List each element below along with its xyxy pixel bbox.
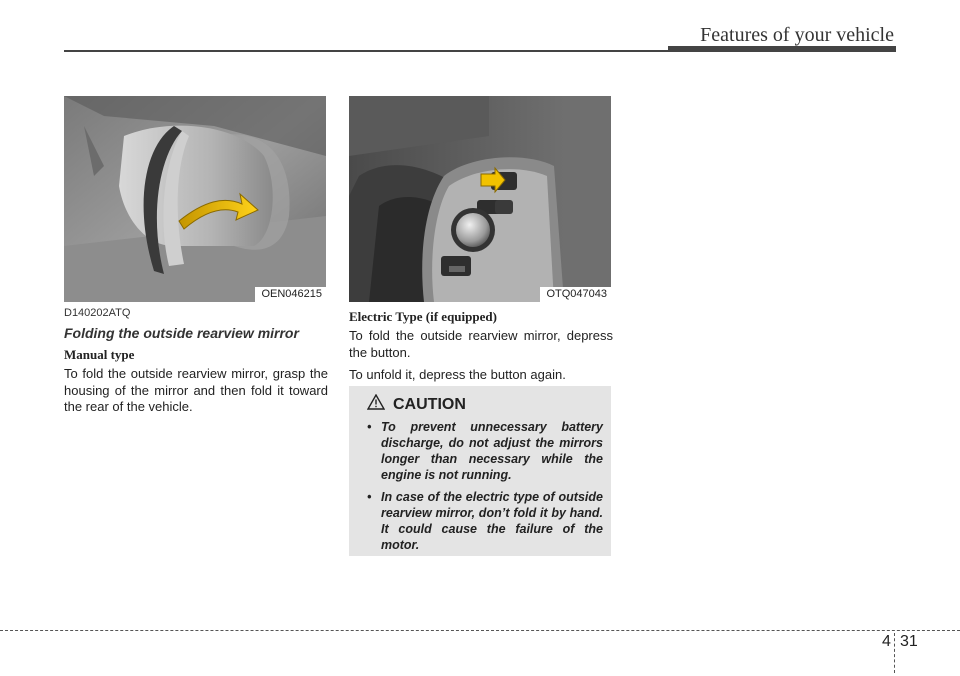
electric-type-paragraph-2: To unfold it, depress the button again. bbox=[349, 367, 566, 382]
caution-item-text: To prevent unnecessary battery discharge, do not adjust the mirrors longer than necessary while the engine is not running. bbox=[381, 420, 603, 482]
warning-triangle-icon bbox=[367, 394, 385, 415]
electric-type-paragraph-1: To fold the outside rearview mirror, depress the button. bbox=[349, 328, 613, 360]
manual-type-subhead: Manual type bbox=[64, 347, 135, 362]
left-column bbox=[64, 307, 328, 422]
footer-separator bbox=[894, 633, 895, 673]
mirror-fold-photo bbox=[64, 96, 326, 302]
caution-item-text: In case of the electric type of outside rearview mirror, don’t fold it by hand. It could cause the failure of the motor. bbox=[381, 490, 603, 552]
section-code: D140202ATQ bbox=[64, 307, 131, 319]
page-number: 31 bbox=[900, 633, 918, 650]
caution-item bbox=[359, 419, 603, 483]
bullet: • bbox=[367, 490, 372, 504]
caution-box bbox=[349, 386, 611, 556]
footer-rule bbox=[0, 630, 960, 631]
bullet: • bbox=[367, 420, 372, 434]
caution-item bbox=[359, 489, 603, 553]
chapter-number: 4 bbox=[882, 633, 891, 650]
manual-type-paragraph: To fold the outside rearview mirror, grasp the housing of the mirror and then fold it toward the rear of the vehicle. bbox=[64, 366, 328, 414]
photo-code-right: OTQ047043 bbox=[540, 287, 611, 302]
right-column bbox=[349, 309, 613, 390]
header-rule-accent bbox=[668, 46, 896, 52]
caution-title: CAUTION bbox=[393, 395, 466, 413]
caution-header bbox=[367, 394, 603, 415]
electric-type-subhead: Electric Type (if equipped) bbox=[349, 309, 497, 324]
door-switch-photo bbox=[349, 96, 611, 302]
header-rule bbox=[64, 50, 668, 52]
photo-code-left: OEN046215 bbox=[255, 287, 326, 302]
section-title: Folding the outside rearview mirror bbox=[64, 325, 299, 341]
caution-list bbox=[359, 419, 603, 553]
page-header-title: Features of your vehicle bbox=[700, 24, 894, 46]
